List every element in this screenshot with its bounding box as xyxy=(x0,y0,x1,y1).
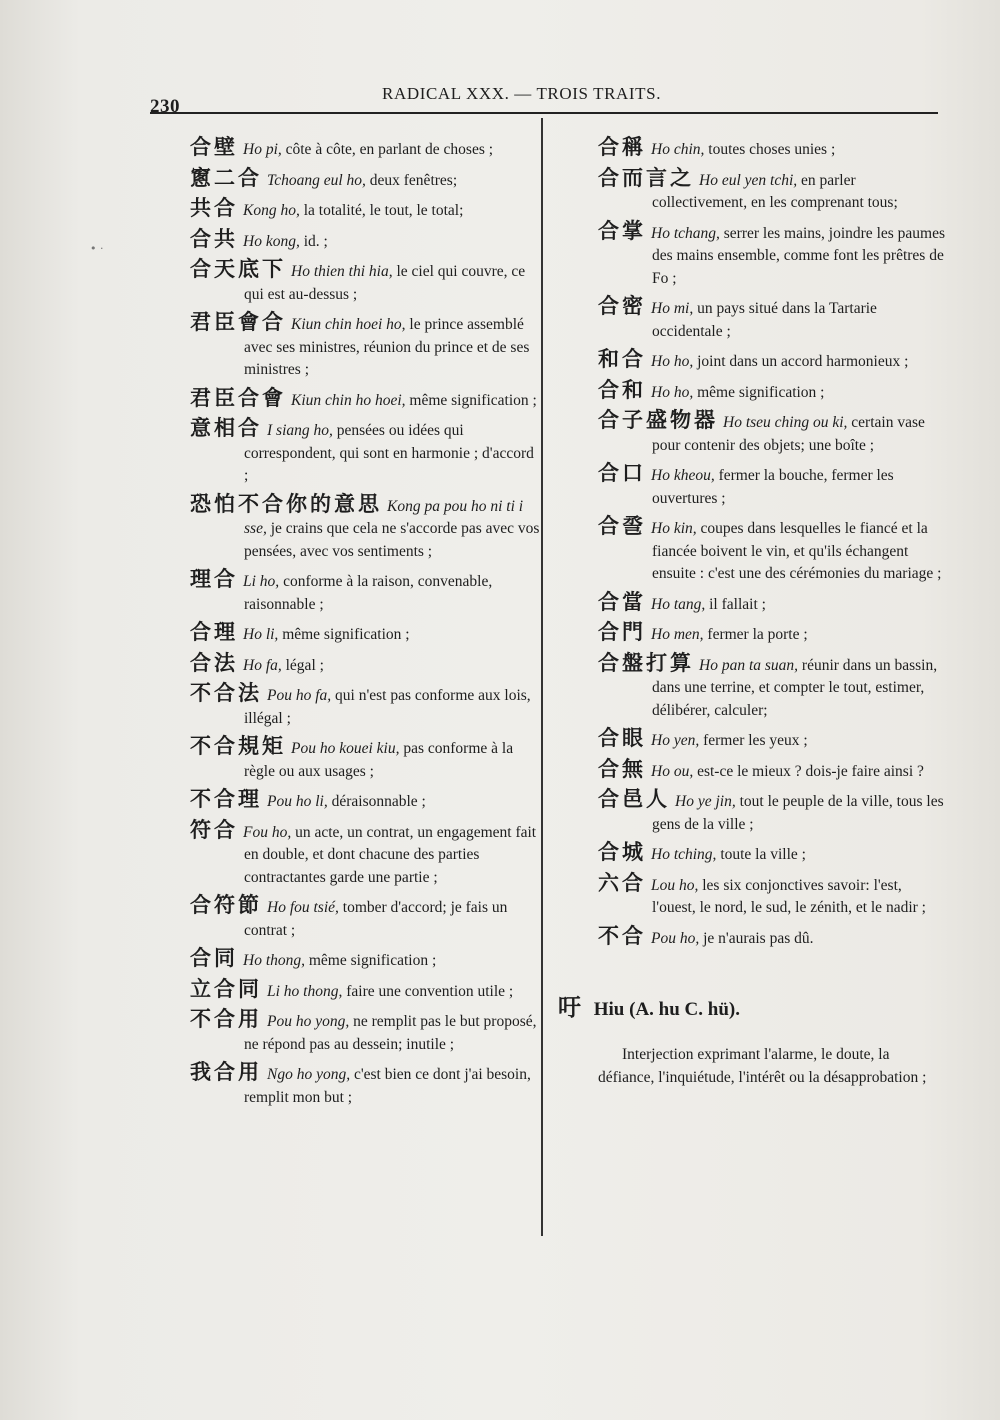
entry-definition: même signification ; xyxy=(278,626,410,643)
entry-definition: toutes choses unies ; xyxy=(704,141,836,158)
entry-romanization: Ho pan ta suan, xyxy=(699,656,799,674)
dictionary-entry xyxy=(190,387,540,413)
entry-definition: qui n'est pas conforme aux lois, illégal ; xyxy=(244,687,531,727)
entry-definition: en parler collectivement, en les comprenant tous; xyxy=(652,171,898,211)
entry-definition: tomber d'accord; je fais un contrat ; xyxy=(244,899,508,939)
entry-characters: 意相合 xyxy=(190,416,262,440)
entry-characters: 窻二合 xyxy=(190,165,262,190)
dictionary-entry xyxy=(190,258,540,306)
dictionary-entry xyxy=(190,568,540,616)
right-column xyxy=(558,135,948,1089)
dictionary-entry xyxy=(598,136,948,162)
entry-romanization: Ho tchang, xyxy=(651,224,720,242)
dictionary-entry xyxy=(190,894,540,942)
dictionary-entry xyxy=(598,295,948,343)
entry-characters: 和合 xyxy=(598,347,646,371)
dictionary-entry xyxy=(598,409,948,457)
dictionary-entry xyxy=(190,417,540,488)
entry-definition: côte à côte, en parlant de choses ; xyxy=(281,141,494,158)
dictionary-entry xyxy=(598,872,948,920)
column-divider xyxy=(541,118,543,1236)
entry-romanization: Ho ho, xyxy=(651,353,694,370)
entry-romanization: Ho tching, xyxy=(651,846,717,863)
radical-entry-heading xyxy=(558,989,948,1022)
entry-romanization: Kiun chin hoei ho, xyxy=(291,316,406,333)
entry-characters: 合稱 xyxy=(598,135,646,159)
section-gap xyxy=(598,955,948,989)
entry-definition: fermer la porte ; xyxy=(703,626,808,643)
entry-romanization: Ho yen, xyxy=(651,732,700,749)
entry-characters: 合壁 xyxy=(190,135,238,159)
entry-romanization: Ho tang, xyxy=(651,595,706,613)
right-column-entries xyxy=(598,136,948,950)
entry-characters: 合掌 xyxy=(598,218,646,243)
entry-definition: joint dans un accord harmonieux ; xyxy=(693,353,909,370)
dictionary-entry xyxy=(190,1008,540,1056)
entry-romanization: Ho mi, xyxy=(651,300,694,317)
entry-characters: 合符節 xyxy=(190,893,262,917)
entry-characters: 合共 xyxy=(190,226,238,251)
entry-romanization: Pou ho, xyxy=(651,929,700,947)
entry-characters: 我合用 xyxy=(190,1060,262,1084)
dictionary-entry xyxy=(190,788,540,814)
entry-characters: 不合規矩 xyxy=(190,734,286,758)
dictionary-entry xyxy=(598,788,948,836)
page-number: 230 xyxy=(150,96,180,117)
entry-definition: le ciel qui couvre, ce qui est au-dessus ; xyxy=(244,263,526,303)
entry-definition: déraisonnable ; xyxy=(327,793,426,810)
entry-romanization: Ho kin, xyxy=(651,520,697,537)
dictionary-entry xyxy=(190,1061,540,1109)
entry-characters: 合門 xyxy=(598,620,646,644)
entry-romanization: Kiun chin ho hoei, xyxy=(291,391,406,409)
radical-character: 吁 xyxy=(558,995,584,1021)
entry-characters: 不合法 xyxy=(190,681,262,705)
entry-romanization: Ho kheou, xyxy=(651,467,715,484)
entry-definition: je n'aurais pas dû. xyxy=(699,929,814,947)
dictionary-entry xyxy=(598,462,948,510)
entry-definition: toute la ville ; xyxy=(716,846,806,863)
entry-characters: 君臣會合 xyxy=(190,310,286,334)
entry-characters: 合口 xyxy=(598,461,646,485)
entry-romanization: Ngo ho yong, xyxy=(267,1066,351,1083)
entry-characters: 合天底下 xyxy=(190,257,286,281)
entry-romanization: Ho ou, xyxy=(651,762,694,780)
entry-romanization: Pou ho yong, xyxy=(267,1013,350,1030)
entry-characters: 不合用 xyxy=(190,1007,262,1031)
entry-characters: 不合理 xyxy=(190,787,262,811)
dictionary-entry xyxy=(190,167,540,193)
entry-romanization: Ho chin, xyxy=(651,141,705,158)
dictionary-entry xyxy=(598,167,948,215)
entry-romanization: Ho men, xyxy=(651,626,704,643)
entry-characters: 合而言之 xyxy=(598,165,694,190)
entry-characters: 合密 xyxy=(598,294,646,318)
entry-characters: 立合同 xyxy=(190,976,262,1001)
entry-definition: conforme à la raison, convenable, raisonnable ; xyxy=(244,573,493,613)
running-title: RADICAL XXX. — TROIS TRAITS. xyxy=(382,84,662,103)
entry-characters: 合眼 xyxy=(598,726,646,750)
entry-characters: 合法 xyxy=(190,650,238,675)
entry-characters: 合城 xyxy=(598,840,646,864)
entry-definition: ne remplit pas le but proposé, ne répond pas au dessein; inutile ; xyxy=(244,1013,537,1053)
entry-characters: 君臣合會 xyxy=(190,385,286,410)
entry-definition: la totalité, le tout, le total; xyxy=(299,202,464,219)
entry-definition: c'est bien ce dont j'ai besoin, remplit mon but ; xyxy=(244,1066,531,1106)
entry-romanization: Li ho thong, xyxy=(267,982,343,1000)
entry-characters: 合理 xyxy=(190,620,238,644)
entry-romanization: Ho fa, xyxy=(243,656,282,674)
entry-definition: faire une convention utile ; xyxy=(342,982,514,1000)
dictionary-entry xyxy=(190,197,540,223)
entry-characters: 恐怕不合你的意思 xyxy=(190,491,382,516)
entry-romanization: Pou ho kouei kiu, xyxy=(291,740,400,757)
entry-definition: tout le peuple de la ville, tous les gens de la ville ; xyxy=(652,793,944,833)
dictionary-entry xyxy=(190,621,540,647)
dictionary-entry xyxy=(598,758,948,784)
dictionary-entry xyxy=(190,493,540,564)
entry-definition: fermer la bouche, fermer les ouvertures ; xyxy=(652,467,894,507)
entry-romanization: Li ho, xyxy=(243,573,280,590)
entry-definition: id. ; xyxy=(299,232,328,250)
entry-romanization: Kong pa pou ho ni ti i sse, xyxy=(244,497,524,537)
entry-definition: pensées ou idées qui correspondent, qui sont en harmonie ; d'accord ; xyxy=(244,422,534,484)
dictionary-entry xyxy=(190,652,540,678)
dictionary-entry xyxy=(190,735,540,783)
dictionary-entry xyxy=(190,136,540,162)
entry-romanization: I siang ho, xyxy=(267,422,333,439)
entry-definition: même signification ; xyxy=(305,952,437,969)
dictionary-entry xyxy=(598,652,948,723)
entry-characters: 合當 xyxy=(598,589,646,614)
entry-characters: 合邑人 xyxy=(598,787,670,811)
entry-romanization: Ho thien thi hia, xyxy=(291,263,393,280)
entry-definition: pas conforme à la règle ou aux usages ; xyxy=(244,740,514,780)
entry-characters: 合無 xyxy=(598,756,646,781)
entry-romanization: Ho ye jin, xyxy=(675,793,736,810)
dictionary-entry xyxy=(598,841,948,867)
dictionary-entry xyxy=(598,621,948,647)
entry-definition: le prince assemblé avec ses ministres, réunion du prince et de ses ministres ; xyxy=(244,316,530,378)
dictionary-entry xyxy=(598,348,948,374)
entry-definition: je crains que cela ne s'accorde pas avec vos pensées, avec vos sentiments ; xyxy=(244,520,540,560)
entry-romanization: Pou ho li, xyxy=(267,793,328,810)
entry-definition: il fallait ; xyxy=(705,595,766,613)
entry-characters: 理合 xyxy=(190,567,238,591)
entry-definition: coupes dans lesquelles le fiancé et la fiancée boivent le vin, et qu'ils échangent ensuite : c'est une des cérémonies du mariage ; xyxy=(652,520,942,582)
dictionary-entry xyxy=(190,819,540,890)
entry-romanization: Ho fou tsié, xyxy=(267,899,339,916)
entry-characters: 六合 xyxy=(598,870,646,895)
entry-characters: 合巹 xyxy=(598,514,646,538)
dictionary-entry xyxy=(598,727,948,753)
entry-definition: fermer les yeux ; xyxy=(699,732,808,749)
radical-heading-text: Hiu (A. hu C. hü). xyxy=(593,999,740,1020)
entry-romanization: Ho pi, xyxy=(243,141,282,158)
entry-romanization: Ho eul yen tchi, xyxy=(699,171,798,189)
entry-characters: 合同 xyxy=(190,946,238,970)
entry-romanization: Ho kong, xyxy=(243,232,300,250)
entry-definition: les six conjonctives savoir: l'est, l'ouest, le nord, le sud, le zénith, et le nadir ; xyxy=(652,876,926,916)
entry-romanization: Lou ho, xyxy=(651,876,699,894)
dictionary-entry xyxy=(598,515,948,586)
entry-definition: réunir dans un bassin, dans une terrine, et compter le tout, estimer, délibérer, calculer; xyxy=(652,656,938,719)
dictionary-entry xyxy=(598,925,948,951)
entry-characters: 合子盛物器 xyxy=(598,408,718,432)
entry-characters: 符合 xyxy=(190,817,238,842)
dictionary-entry xyxy=(190,947,540,973)
dictionary-entry xyxy=(190,228,540,254)
entry-characters: 合盤打算 xyxy=(598,650,694,675)
radical-entry-gloss: Interjection exprimant l'alarme, le doute, la défiance, l'inquiétude, l'intérêt ou la désapprobation ; xyxy=(598,1046,927,1086)
dictionary-entry xyxy=(190,682,540,730)
entry-characters: 合和 xyxy=(598,377,646,402)
entry-definition: serrer les mains, joindre les paumes des mains ensemble, comme font les prêtres de Fo ; xyxy=(652,224,946,287)
entry-definition: certain vase pour contenir des objets; une boîte ; xyxy=(652,414,925,454)
dictionary-entry xyxy=(598,220,948,291)
entry-definition: même signification ; xyxy=(405,391,537,409)
entry-characters: 共合 xyxy=(190,196,238,220)
dictionary-entry xyxy=(190,978,540,1004)
entry-romanization: Ho ho, xyxy=(651,383,694,401)
dictionary-entry xyxy=(598,379,948,405)
entry-romanization: Kong ho, xyxy=(243,202,300,219)
entry-romanization: Pou ho fa, xyxy=(267,687,332,704)
entry-romanization: Fou ho, xyxy=(243,823,292,841)
entry-definition: un acte, un contrat, un engagement fait en double, et dont chacune des parties contractantes garde une partie ; xyxy=(244,823,537,886)
entry-definition: même signification ; xyxy=(693,383,825,401)
entry-definition: est-ce le mieux ? dois-je faire ainsi ? xyxy=(693,762,924,780)
left-column xyxy=(190,136,540,1114)
margin-mark: • · xyxy=(90,242,104,255)
dictionary-entry xyxy=(190,311,540,382)
page-header xyxy=(150,78,938,117)
entry-definition: légal ; xyxy=(281,656,324,674)
entry-romanization: Ho tseu ching ou ki, xyxy=(723,414,848,431)
entry-romanization: Ho li, xyxy=(243,626,279,643)
entry-romanization: Tchoang eul ho, xyxy=(267,171,366,189)
entry-characters: 不合 xyxy=(598,923,646,948)
entry-romanization: Ho thong, xyxy=(243,952,305,969)
entry-definition: un pays situé dans la Tartarie occidentale ; xyxy=(652,300,877,340)
dictionary-entry xyxy=(598,591,948,617)
entry-definition: deux fenêtres; xyxy=(365,171,458,189)
